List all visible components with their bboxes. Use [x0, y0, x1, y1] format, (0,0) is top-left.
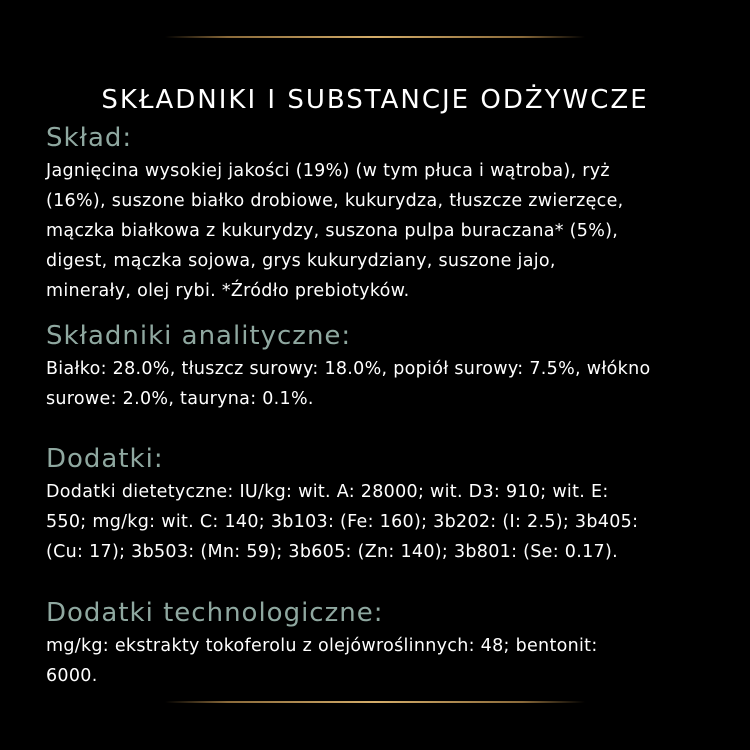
composition-text	[46, 156, 716, 306]
text-line: mg/kg: ekstrakty tokoferolu z olejówroślinnych: 48; bentonit:	[46, 636, 598, 656]
section-heading-analytical: Składniki analityczne:	[46, 321, 352, 351]
text-line: 550; mg/kg: wit. C: 140; 3b103: (Fe: 160); 3b202: (I: 2.5); 3b405:	[46, 512, 639, 532]
text-line: minerały, olej rybi. *Źródło prebiotyków.	[46, 281, 410, 301]
technological-text	[46, 631, 716, 691]
section-heading-composition: Skład:	[46, 123, 133, 153]
text-line: surowe: 2.0%, tauryna: 0.1%.	[46, 389, 314, 409]
text-line: (Cu: 17); 3b503: (Mn: 59); 3b605: (Zn: 140); 3b801: (Se: 0.17).	[46, 542, 618, 562]
section-analytical-constituents	[46, 318, 716, 414]
text-line: digest, mączka sojowa, grys kukurydziany, suszone jajo,	[46, 251, 556, 271]
bottom-gold-divider	[165, 701, 585, 703]
text-line: Jagnięcina wysokiej jakości (19%) (w tym płuca i wątroba), ryż	[46, 161, 610, 181]
section-technological-additives	[46, 595, 716, 691]
top-gold-divider	[165, 36, 585, 38]
page-title: SKŁADNIKI I SUBSTANCJE ODŻYWCZE	[101, 85, 649, 116]
section-composition	[46, 120, 716, 306]
text-line: Dodatki dietetyczne: IU/kg: wit. A: 28000; wit. D3: 910; wit. E:	[46, 482, 609, 502]
section-additives	[46, 441, 716, 567]
text-line: 6000.	[46, 666, 98, 686]
text-line: mączka białkowa z kukurydzy, suszona pulpa buraczana* (5%),	[46, 221, 619, 241]
section-heading-technological: Dodatki technologiczne:	[46, 598, 384, 628]
text-line: Białko: 28.0%, tłuszcz surowy: 18.0%, popiół surowy: 7.5%, włókno	[46, 359, 651, 379]
section-heading-additives: Dodatki:	[46, 444, 164, 474]
text-line: (16%), suszone białko drobiowe, kukurydza, tłuszcze zwierzęce,	[46, 191, 624, 211]
analytical-text	[46, 354, 716, 414]
additives-text	[46, 477, 716, 567]
